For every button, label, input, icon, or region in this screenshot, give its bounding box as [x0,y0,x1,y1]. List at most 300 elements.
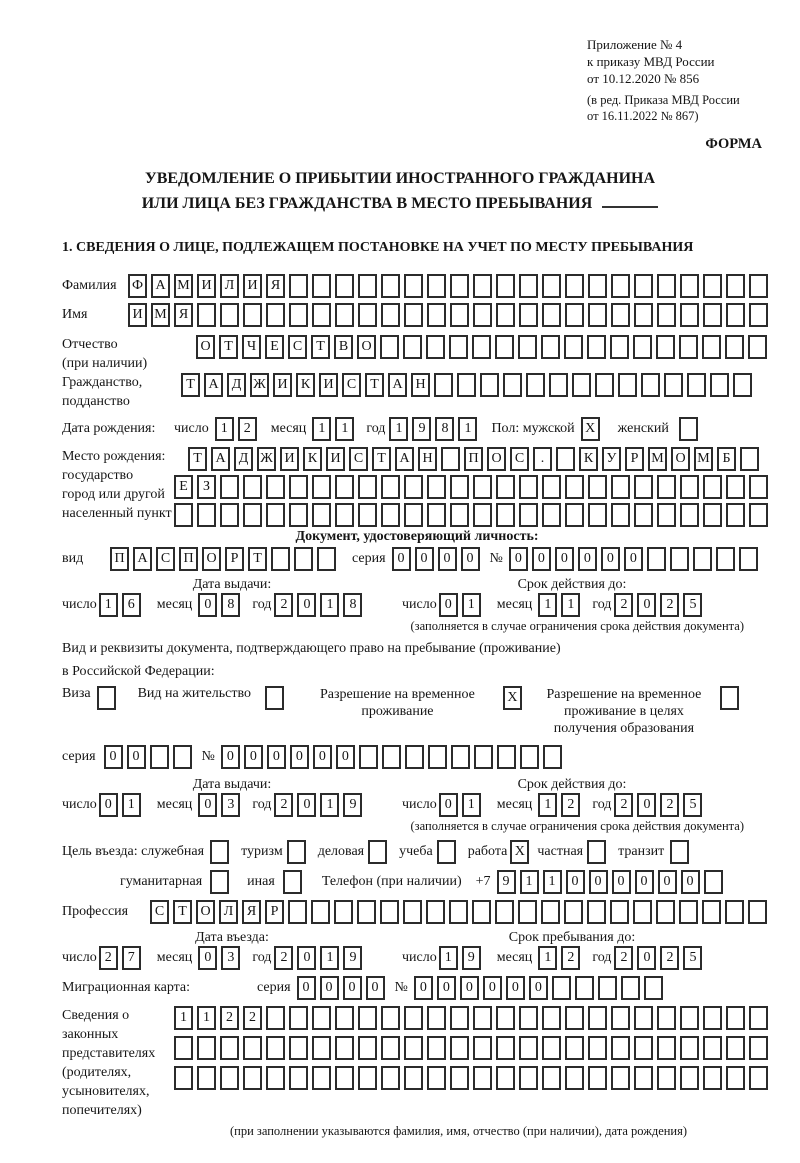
profession-field[interactable] [150,900,771,924]
permit-number-field[interactable] [221,745,566,769]
permit-valid-year-field[interactable] [614,793,706,817]
char-cell[interactable] [725,900,744,924]
char-cell[interactable]: Е [174,475,193,499]
char-cell[interactable] [358,503,377,527]
char-cell[interactable] [266,475,285,499]
char-cell[interactable] [473,303,492,327]
char-cell[interactable]: 1 [439,946,458,970]
char-cell[interactable] [633,335,652,359]
char-cell[interactable]: С [288,335,307,359]
char-cell[interactable]: 2 [274,593,293,617]
char-cell[interactable] [173,745,192,769]
char-cell[interactable]: 0 [439,793,458,817]
char-cell[interactable] [437,840,456,864]
char-cell[interactable] [381,475,400,499]
doc-series-field[interactable] [392,547,484,571]
char-cell[interactable]: 3 [221,946,240,970]
char-cell[interactable] [312,503,331,527]
sex-female-checkbox[interactable] [679,417,702,441]
char-cell[interactable] [703,503,722,527]
char-cell[interactable] [726,475,745,499]
stay-month-field[interactable] [538,946,584,970]
char-cell[interactable] [565,1036,584,1060]
char-cell[interactable]: 2 [660,593,679,617]
char-cell[interactable]: 0 [578,547,597,571]
char-cell[interactable]: С [342,373,361,397]
char-cell[interactable]: 1 [462,793,481,817]
char-cell[interactable] [565,274,584,298]
char-cell[interactable] [656,335,675,359]
char-cell[interactable]: 1 [389,417,408,441]
char-cell[interactable]: О [487,447,506,471]
char-cell[interactable] [519,475,538,499]
char-cell[interactable] [404,503,423,527]
char-cell[interactable]: Т [311,335,330,359]
char-cell[interactable]: П [464,447,483,471]
purpose-other-checkbox[interactable] [283,870,306,894]
char-cell[interactable]: А [395,447,414,471]
permit-issue-day-field[interactable] [99,793,145,817]
char-cell[interactable] [312,475,331,499]
char-cell[interactable]: 3 [221,793,240,817]
char-cell[interactable] [610,335,629,359]
char-cell[interactable]: 1 [543,870,562,894]
char-cell[interactable] [749,1066,768,1090]
char-cell[interactable]: И [128,303,147,327]
char-cell[interactable]: X [503,686,522,710]
char-cell[interactable] [611,303,630,327]
char-cell[interactable] [427,303,446,327]
char-cell[interactable] [565,1066,584,1090]
char-cell[interactable]: А [388,373,407,397]
char-cell[interactable] [496,475,515,499]
char-cell[interactable]: Я [174,303,193,327]
char-cell[interactable] [381,274,400,298]
mig-series-field[interactable] [297,976,389,1000]
char-cell[interactable]: X [581,417,600,441]
permit-valid-month-field[interactable] [538,793,584,817]
char-cell[interactable] [311,900,330,924]
char-cell[interactable]: 0 [343,976,362,1000]
char-cell[interactable] [739,547,758,571]
char-cell[interactable] [542,303,561,327]
char-cell[interactable] [565,303,584,327]
char-cell[interactable] [473,503,492,527]
char-cell[interactable]: 0 [221,745,240,769]
char-cell[interactable] [174,1036,193,1060]
purpose-study-checkbox[interactable] [437,840,460,864]
char-cell[interactable] [552,976,571,1000]
char-cell[interactable]: О [202,547,221,571]
char-cell[interactable]: И [197,274,216,298]
char-cell[interactable] [426,335,445,359]
residence-permit-checkbox[interactable] [265,686,288,710]
char-cell[interactable] [368,840,387,864]
char-cell[interactable]: 0 [555,547,574,571]
char-cell[interactable]: С [150,900,169,924]
phone-field[interactable] [497,870,727,894]
doc-issue-month-field[interactable] [198,593,244,617]
char-cell[interactable]: 2 [220,1006,239,1030]
representatives-field-2[interactable] [174,1036,772,1060]
char-cell[interactable]: 0 [313,745,332,769]
char-cell[interactable]: 1 [538,793,557,817]
char-cell[interactable] [220,303,239,327]
char-cell[interactable] [449,900,468,924]
char-cell[interactable] [564,335,583,359]
char-cell[interactable] [526,373,545,397]
char-cell[interactable] [680,1066,699,1090]
char-cell[interactable]: 0 [637,593,656,617]
char-cell[interactable]: Н [411,373,430,397]
char-cell[interactable] [549,373,568,397]
char-cell[interactable]: 1 [320,793,339,817]
char-cell[interactable] [618,373,637,397]
char-cell[interactable] [381,1006,400,1030]
doc-valid-year-field[interactable] [614,593,706,617]
char-cell[interactable] [150,745,169,769]
char-cell[interactable]: X [510,840,529,864]
char-cell[interactable] [473,1006,492,1030]
char-cell[interactable] [404,1006,423,1030]
char-cell[interactable]: 2 [561,793,580,817]
char-cell[interactable]: 9 [412,417,431,441]
char-cell[interactable]: 2 [660,793,679,817]
char-cell[interactable]: У [602,447,621,471]
char-cell[interactable] [289,475,308,499]
char-cell[interactable]: Ж [250,373,269,397]
char-cell[interactable] [357,900,376,924]
char-cell[interactable] [726,274,745,298]
char-cell[interactable]: 0 [637,946,656,970]
char-cell[interactable] [749,503,768,527]
char-cell[interactable] [611,503,630,527]
char-cell[interactable] [495,900,514,924]
char-cell[interactable] [312,1006,331,1030]
char-cell[interactable] [542,503,561,527]
char-cell[interactable] [634,503,653,527]
char-cell[interactable] [748,900,767,924]
char-cell[interactable]: 1 [538,946,557,970]
permit-issue-month-field[interactable] [198,793,244,817]
purpose-humanitarian-checkbox[interactable] [210,870,233,894]
char-cell[interactable]: 0 [635,870,654,894]
char-cell[interactable] [404,1036,423,1060]
char-cell[interactable] [749,1006,768,1030]
char-cell[interactable]: 0 [483,976,502,1000]
char-cell[interactable]: 0 [637,793,656,817]
char-cell[interactable]: 0 [612,870,631,894]
char-cell[interactable] [496,503,515,527]
char-cell[interactable] [450,1036,469,1060]
char-cell[interactable] [283,870,302,894]
char-cell[interactable]: 0 [267,745,286,769]
permit-series-field[interactable] [104,745,196,769]
char-cell[interactable]: 2 [614,793,633,817]
char-cell[interactable] [434,373,453,397]
char-cell[interactable] [564,900,583,924]
char-cell[interactable] [405,745,424,769]
char-cell[interactable] [670,547,689,571]
char-cell[interactable]: 7 [122,946,141,970]
char-cell[interactable] [174,1066,193,1090]
char-cell[interactable] [480,373,499,397]
char-cell[interactable] [289,1006,308,1030]
char-cell[interactable] [679,900,698,924]
char-cell[interactable] [449,335,468,359]
char-cell[interactable] [266,1066,285,1090]
char-cell[interactable] [450,503,469,527]
entry-month-field[interactable] [198,946,244,970]
char-cell[interactable] [575,976,594,1000]
char-cell[interactable]: Т [219,335,238,359]
purpose-business-checkbox[interactable] [368,840,391,864]
char-cell[interactable] [335,1036,354,1060]
char-cell[interactable] [542,1066,561,1090]
char-cell[interactable] [726,1006,745,1030]
char-cell[interactable] [634,475,653,499]
char-cell[interactable]: 0 [99,793,118,817]
char-cell[interactable] [680,475,699,499]
char-cell[interactable]: 5 [683,793,702,817]
char-cell[interactable]: 1 [122,793,141,817]
char-cell[interactable] [404,475,423,499]
char-cell[interactable] [450,1006,469,1030]
char-cell[interactable]: 9 [497,870,516,894]
permit-valid-day-field[interactable] [439,793,485,817]
doc-valid-day-field[interactable] [439,593,485,617]
char-cell[interactable] [588,475,607,499]
representatives-field-3[interactable] [174,1066,772,1090]
char-cell[interactable] [495,335,514,359]
char-cell[interactable] [243,1036,262,1060]
char-cell[interactable]: 0 [658,870,677,894]
char-cell[interactable] [428,745,447,769]
char-cell[interactable]: Т [173,900,192,924]
char-cell[interactable] [335,475,354,499]
char-cell[interactable] [611,1036,630,1060]
char-cell[interactable] [294,547,313,571]
char-cell[interactable]: 0 [297,976,316,1000]
char-cell[interactable] [334,900,353,924]
char-cell[interactable]: 5 [683,593,702,617]
char-cell[interactable] [473,274,492,298]
char-cell[interactable] [716,547,735,571]
char-cell[interactable] [519,503,538,527]
char-cell[interactable] [335,274,354,298]
char-cell[interactable] [358,274,377,298]
char-cell[interactable]: 0 [244,745,263,769]
char-cell[interactable] [427,274,446,298]
char-cell[interactable]: Б [717,447,736,471]
char-cell[interactable]: Т [372,447,391,471]
char-cell[interactable] [588,1006,607,1030]
char-cell[interactable] [702,900,721,924]
char-cell[interactable]: 2 [561,946,580,970]
given-name-field[interactable] [128,303,772,327]
temp-permit-checkbox[interactable] [503,686,526,710]
char-cell[interactable]: Д [227,373,246,397]
char-cell[interactable] [680,503,699,527]
char-cell[interactable]: К [296,373,315,397]
char-cell[interactable]: Я [266,274,285,298]
stay-day-field[interactable] [439,946,485,970]
char-cell[interactable] [634,274,653,298]
char-cell[interactable] [404,1066,423,1090]
char-cell[interactable]: М [694,447,713,471]
char-cell[interactable]: И [326,447,345,471]
char-cell[interactable] [748,335,767,359]
char-cell[interactable] [680,274,699,298]
char-cell[interactable] [97,686,116,710]
char-cell[interactable] [543,745,562,769]
char-cell[interactable] [358,1066,377,1090]
char-cell[interactable] [358,1006,377,1030]
char-cell[interactable] [427,1066,446,1090]
char-cell[interactable] [496,303,515,327]
char-cell[interactable] [518,900,537,924]
char-cell[interactable] [587,900,606,924]
char-cell[interactable] [710,373,729,397]
char-cell[interactable] [266,303,285,327]
char-cell[interactable]: Р [625,447,644,471]
char-cell[interactable]: Л [220,274,239,298]
char-cell[interactable]: Р [265,900,284,924]
char-cell[interactable]: 0 [506,976,525,1000]
char-cell[interactable]: 0 [297,793,316,817]
char-cell[interactable]: И [319,373,338,397]
char-cell[interactable] [197,1066,216,1090]
char-cell[interactable]: Я [242,900,261,924]
char-cell[interactable] [496,1036,515,1060]
char-cell[interactable] [587,840,606,864]
char-cell[interactable] [588,274,607,298]
char-cell[interactable] [541,900,560,924]
char-cell[interactable]: 8 [435,417,454,441]
char-cell[interactable] [174,503,193,527]
mig-number-field[interactable] [414,976,667,1000]
char-cell[interactable]: И [243,274,262,298]
char-cell[interactable]: 2 [274,946,293,970]
char-cell[interactable] [197,1036,216,1060]
char-cell[interactable] [679,335,698,359]
char-cell[interactable] [220,475,239,499]
char-cell[interactable] [680,1036,699,1060]
char-cell[interactable]: 5 [683,946,702,970]
char-cell[interactable] [358,1036,377,1060]
char-cell[interactable] [472,900,491,924]
representatives-field-1[interactable] [174,1006,772,1030]
char-cell[interactable]: А [211,447,230,471]
entry-day-field[interactable] [99,946,145,970]
char-cell[interactable] [725,335,744,359]
birth-year-field[interactable] [389,417,481,441]
char-cell[interactable] [288,900,307,924]
char-cell[interactable]: О [357,335,376,359]
char-cell[interactable] [657,503,676,527]
char-cell[interactable] [473,475,492,499]
char-cell[interactable]: 2 [614,593,633,617]
char-cell[interactable]: 0 [297,946,316,970]
char-cell[interactable]: 9 [343,946,362,970]
char-cell[interactable] [289,303,308,327]
char-cell[interactable] [404,303,423,327]
char-cell[interactable] [556,447,575,471]
purpose-work-checkbox[interactable] [510,840,533,864]
char-cell[interactable]: 2 [614,946,633,970]
char-cell[interactable] [427,475,446,499]
char-cell[interactable]: В [334,335,353,359]
char-cell[interactable] [542,1006,561,1030]
char-cell[interactable] [312,1066,331,1090]
char-cell[interactable]: 1 [561,593,580,617]
char-cell[interactable]: 0 [104,745,123,769]
char-cell[interactable] [565,503,584,527]
sex-male-checkbox[interactable] [581,417,604,441]
char-cell[interactable]: О [196,335,215,359]
char-cell[interactable] [381,303,400,327]
char-cell[interactable] [382,745,401,769]
char-cell[interactable]: 0 [624,547,643,571]
char-cell[interactable] [542,475,561,499]
char-cell[interactable] [641,373,660,397]
char-cell[interactable]: 0 [414,976,433,1000]
char-cell[interactable]: М [174,274,193,298]
char-cell[interactable] [243,303,262,327]
char-cell[interactable]: Е [265,335,284,359]
char-cell[interactable] [287,840,306,864]
char-cell[interactable]: Ж [257,447,276,471]
char-cell[interactable]: Ф [128,274,147,298]
char-cell[interactable]: 0 [509,547,528,571]
char-cell[interactable] [611,274,630,298]
char-cell[interactable] [312,274,331,298]
birth-place-field-2[interactable] [174,475,772,499]
char-cell[interactable] [611,1066,630,1090]
char-cell[interactable]: М [151,303,170,327]
char-cell[interactable] [588,1066,607,1090]
char-cell[interactable] [520,745,539,769]
char-cell[interactable]: 0 [366,976,385,1000]
char-cell[interactable]: 1 [458,417,477,441]
char-cell[interactable] [680,303,699,327]
char-cell[interactable] [473,1066,492,1090]
temp-permit-edu-checkbox[interactable] [720,686,743,710]
char-cell[interactable]: 1 [335,417,354,441]
char-cell[interactable]: П [179,547,198,571]
char-cell[interactable]: С [156,547,175,571]
char-cell[interactable] [335,1006,354,1030]
char-cell[interactable]: 0 [438,547,457,571]
char-cell[interactable]: 1 [215,417,234,441]
char-cell[interactable] [289,274,308,298]
char-cell[interactable]: Л [219,900,238,924]
char-cell[interactable] [726,303,745,327]
char-cell[interactable]: 8 [343,593,362,617]
char-cell[interactable]: Т [365,373,384,397]
char-cell[interactable] [289,1036,308,1060]
char-cell[interactable] [703,274,722,298]
patronymic-field[interactable] [196,335,771,359]
char-cell[interactable] [749,475,768,499]
char-cell[interactable] [657,303,676,327]
char-cell[interactable]: О [671,447,690,471]
doc-number-field[interactable] [509,547,762,571]
char-cell[interactable] [644,976,663,1000]
char-cell[interactable]: 0 [336,745,355,769]
char-cell[interactable]: К [579,447,598,471]
doc-issue-year-field[interactable] [274,593,366,617]
